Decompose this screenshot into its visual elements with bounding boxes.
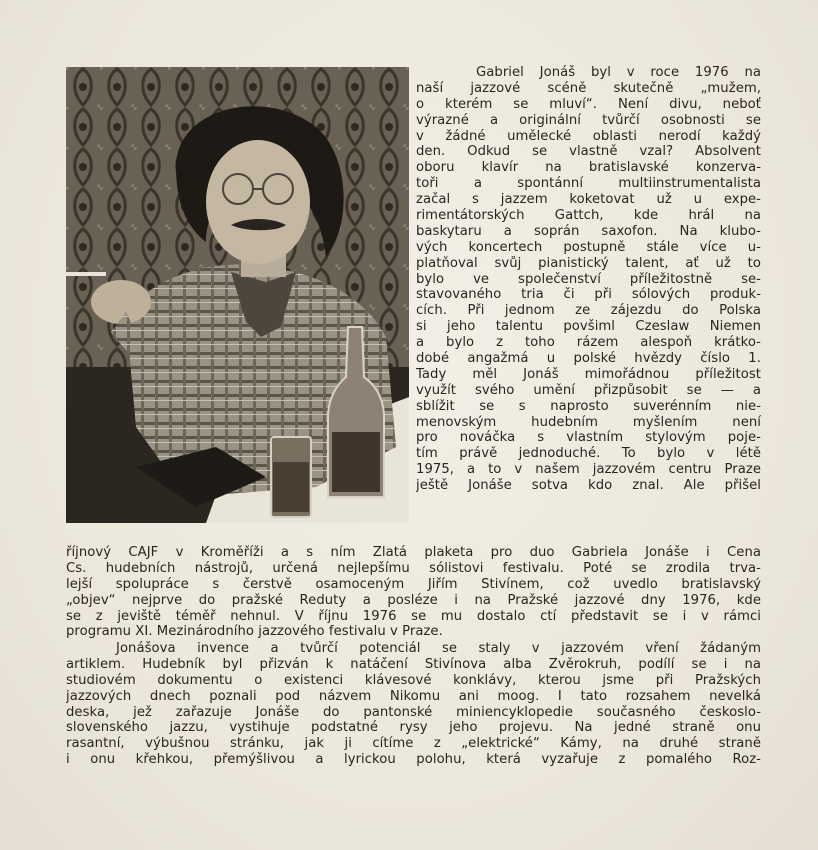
text-line: baskytaru a soprán saxofon. Na klubo- (416, 223, 761, 239)
text-line: rasantní, výbušnou stránku, jak ji cítíme z „elektrické“ Kámy, na druhé straně (66, 736, 761, 752)
text-line: rimentátorských Gattch, kde hrál na (416, 208, 761, 224)
text-line: menovským hudebním myšlením není (416, 414, 761, 430)
text-line: Tady měl Jonáš mimořádnou příležitost (416, 366, 761, 382)
text-line: toři a spontánní multiinstrumentalista (416, 176, 761, 192)
text-line: ještě Jonáše sotva kdo znal. Ale přišel (416, 478, 761, 494)
text-line: oboru klavír na bratislavské konzerva- (416, 160, 761, 176)
article-right-column (416, 65, 761, 494)
text-line: bylo ve společenství příležitostně se- (416, 271, 761, 287)
text-line: den. Odkud se vlastně vzal? Absolvent (416, 144, 761, 160)
text-line: 1975, a to v našem jazzovém centru Praze (416, 462, 761, 478)
text-line: vých koncertech postupně stále více u- (416, 239, 761, 255)
text-line: si jeho talentu povšiml Czeslaw Niemen (416, 319, 761, 335)
text-line: sblížit se s naprosto suverénním nie- (416, 398, 761, 414)
text-line: programu XI. Mezinárodního jazzového festivalu v Praze. (66, 624, 443, 640)
portrait-photo-image (66, 67, 409, 523)
text-line: Gabriel Jonáš byl v roce 1976 na (476, 65, 761, 80)
article-paragraph-2 (66, 641, 761, 768)
text-line: stavovaného tria či při sólových produk- (416, 287, 761, 303)
text-line: lejší spolupráce s čerstvě osamoceným Jiřím Stivínem, což uvedlo bratislavský (66, 576, 761, 592)
text-line: výrazné a originální tvůrčí osobnosti se (416, 112, 761, 128)
text-line: artiklem. Hudebník byl přizván k natáčení Stivínova alba Zvěrokruh, podílí se i na (66, 656, 761, 672)
text-line: i onu křehkou, přemýšlivou a lyrickou polohu, která vyzařuje z pomalého Roz- (66, 752, 761, 768)
text-line: studiovém dokumentu o existenci klávesové konklávy, kterou jsme při Pražských (66, 672, 761, 688)
text-line: cích. Při jednom ze zájezdu do Polska (416, 303, 761, 319)
text-line: říjnový ČAJF v Kroměříži a s ním Zlatá plaketa pro duo Gabriela Jonáše i Cena (66, 545, 761, 560)
text-line: naší jazzové scéně skutečně „mužem, (416, 80, 761, 96)
text-line: se z jeviště téměř nehnul. V říjnu 1976 se mu dostalo ctí představit se i v rámci (66, 608, 761, 624)
text-line: jazzových dnech poznali pod názvem Nikomu ani moog. I tato rozsahem nevelká (66, 688, 761, 704)
text-line: platňoval svůj pianistický talent, ať už to (416, 255, 761, 271)
text-line: Jonášova invence a tvůrčí potenciál se staly v jazzovém vření žádaným (116, 641, 761, 656)
text-line: v žádné umělecké oblasti nerodí každý (416, 128, 761, 144)
text-line: využít svého umění přizpůsobit se — a (416, 382, 761, 398)
text-line: deska, jež zařazuje Jonáše do pantonské miniencyklopedie současného českoslo- (66, 704, 761, 720)
text-line: slovenského jazzu, vystihuje podstatné rysy jeho projevu. Na jedné straně onu (66, 720, 761, 736)
text-line: „objev“ nejprve do pražské Reduty a posléze i na Pražské jazzové dny 1976, kde (66, 592, 761, 608)
text-line: tím právě jednoduché. To bylo v létě (416, 446, 761, 462)
text-line: o kterém se mluví“. Není divu, neboť (416, 96, 761, 112)
text-line: dobé angažmá u polské hvězdy číslo 1. (416, 351, 761, 367)
text-line: a bylo z toho rázem alespoň krátko- (416, 335, 761, 351)
portrait-photo (66, 67, 409, 523)
text-line: začal s jazzem koketovat už u expe- (416, 192, 761, 208)
text-line: Čs. hudebních nástrojů, určená nejlepšímu sólistovi festivalu. Poté se zrodila trva- (66, 560, 761, 576)
text-line: pro nováčka s vlastním stylovým poje- (416, 430, 761, 446)
article-paragraph-1 (66, 545, 761, 640)
